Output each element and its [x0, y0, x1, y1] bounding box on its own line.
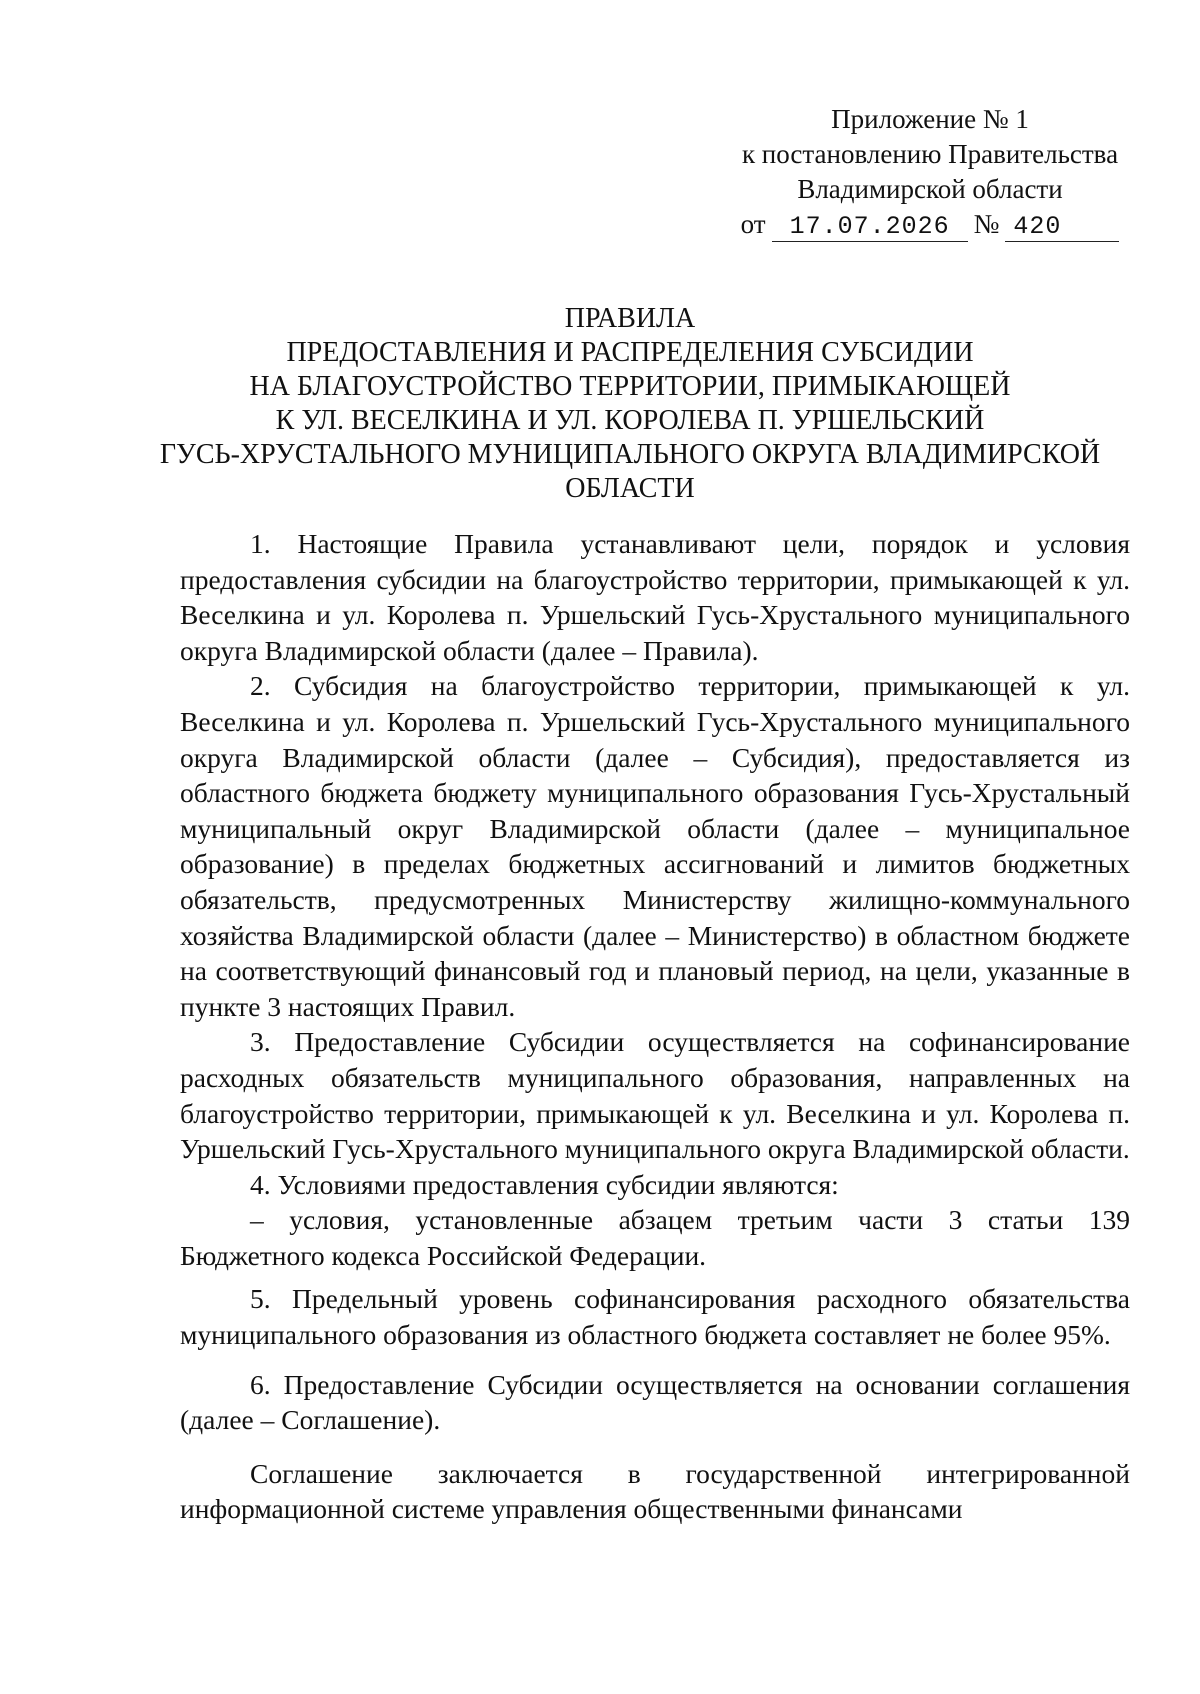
- paragraph-4: 4. Условиями предоставления субсидии являются:: [250, 1168, 839, 1200]
- paragraph-6-agreement: Соглашение заключается в государственной интегрированной информационной системе управления общественными финансами: [180, 1457, 1130, 1525]
- appendix-date-number-line: [740, 207, 1120, 242]
- title-line: ПРАВИЛА: [564, 303, 696, 334]
- paragraph-3: 3. Предоставление Субсидии осуществляется на софинансирование расходных обязательств муниципального образования, направленных на благоустройство территории, примыкающей к ул. Веселкина и ул. Королева п. Уршельский Гусь-Хрустального муниципального округа Владимирской области.: [180, 1026, 1130, 1165]
- appendix-header: [740, 102, 1120, 242]
- title-line: ПРЕДОСТАВЛЕНИЯ И РАСПРЕДЕЛЕНИЯ СУБСИДИИ: [286, 337, 974, 368]
- document-title: [150, 302, 1110, 506]
- number-sign: №: [973, 209, 1000, 239]
- document-body: [180, 526, 1130, 1527]
- appendix-line-2: к постановлению Правительства: [741, 139, 1119, 169]
- title-line: ОБЛАСТИ: [565, 473, 695, 504]
- handwritten-number: 420: [1005, 213, 1119, 242]
- handwritten-date: 17.07.2026: [772, 213, 968, 242]
- title-line: ГУСЬ-ХРУСТАЛЬНОГО МУНИЦИПАЛЬНОГО ОКРУГА ВЛАДИМИРСКОЙ: [159, 439, 1101, 470]
- appendix-line-1: Приложение № 1: [831, 104, 1029, 134]
- title-line: К УЛ. ВЕСЕЛКИНА И УЛ. КОРОЛЕВА П. УРШЕЛЬСКИЙ: [275, 405, 985, 436]
- paragraph-6: 6. Предоставление Субсидии осуществляется на основании соглашения (далее – Соглашение).: [180, 1368, 1130, 1436]
- paragraph-1: 1. Настоящие Правила устанавливают цели, порядок и условия предоставления субсидии на благоустройство территории, примыкающей к ул. Веселкина и ул. Королева п. Уршельский Гусь-Хрустального муниципального округа Владимирской области (далее – Правила).: [180, 528, 1130, 666]
- title-line: НА БЛАГОУСТРОЙСТВО ТЕРРИТОРИИ, ПРИМЫКАЮЩЕЙ: [249, 371, 1011, 402]
- paragraph-5: 5. Предельный уровень софинансирования расходного обязательства муниципального образования из областного бюджета составляет не более 95%.: [180, 1283, 1130, 1351]
- date-prefix: от: [740, 209, 766, 239]
- paragraph-4-condition: – условия, установленные абзацем третьим части 3 статьи 139 Бюджетного кодекса Российской Федерации.: [180, 1204, 1130, 1271]
- paragraph-2: 2. Субсидия на благоустройство территории, примыкающей к ул. Веселкина и ул. Королева п. Уршельский Гусь-Хрустального муниципального округа Владимирской области (далее – Субсидия), предоставляется из областного бюджета бюджету муниципального образования Гусь-Хрустальный муниципальный округ Владимирской области (далее – муниципальное образование) в пределах бюджетных ассигнований и лимитов бюджетных обязательств, предусмотренных Министерству жилищно-коммунального хозяйства Владимирской области (далее – Министерство) в областном бюджете на соответствующий финансовый год и плановый период, на цели, указанные в пункте 3 настоящих Правил.: [180, 670, 1130, 1022]
- appendix-line-3: Владимирской области: [797, 174, 1063, 204]
